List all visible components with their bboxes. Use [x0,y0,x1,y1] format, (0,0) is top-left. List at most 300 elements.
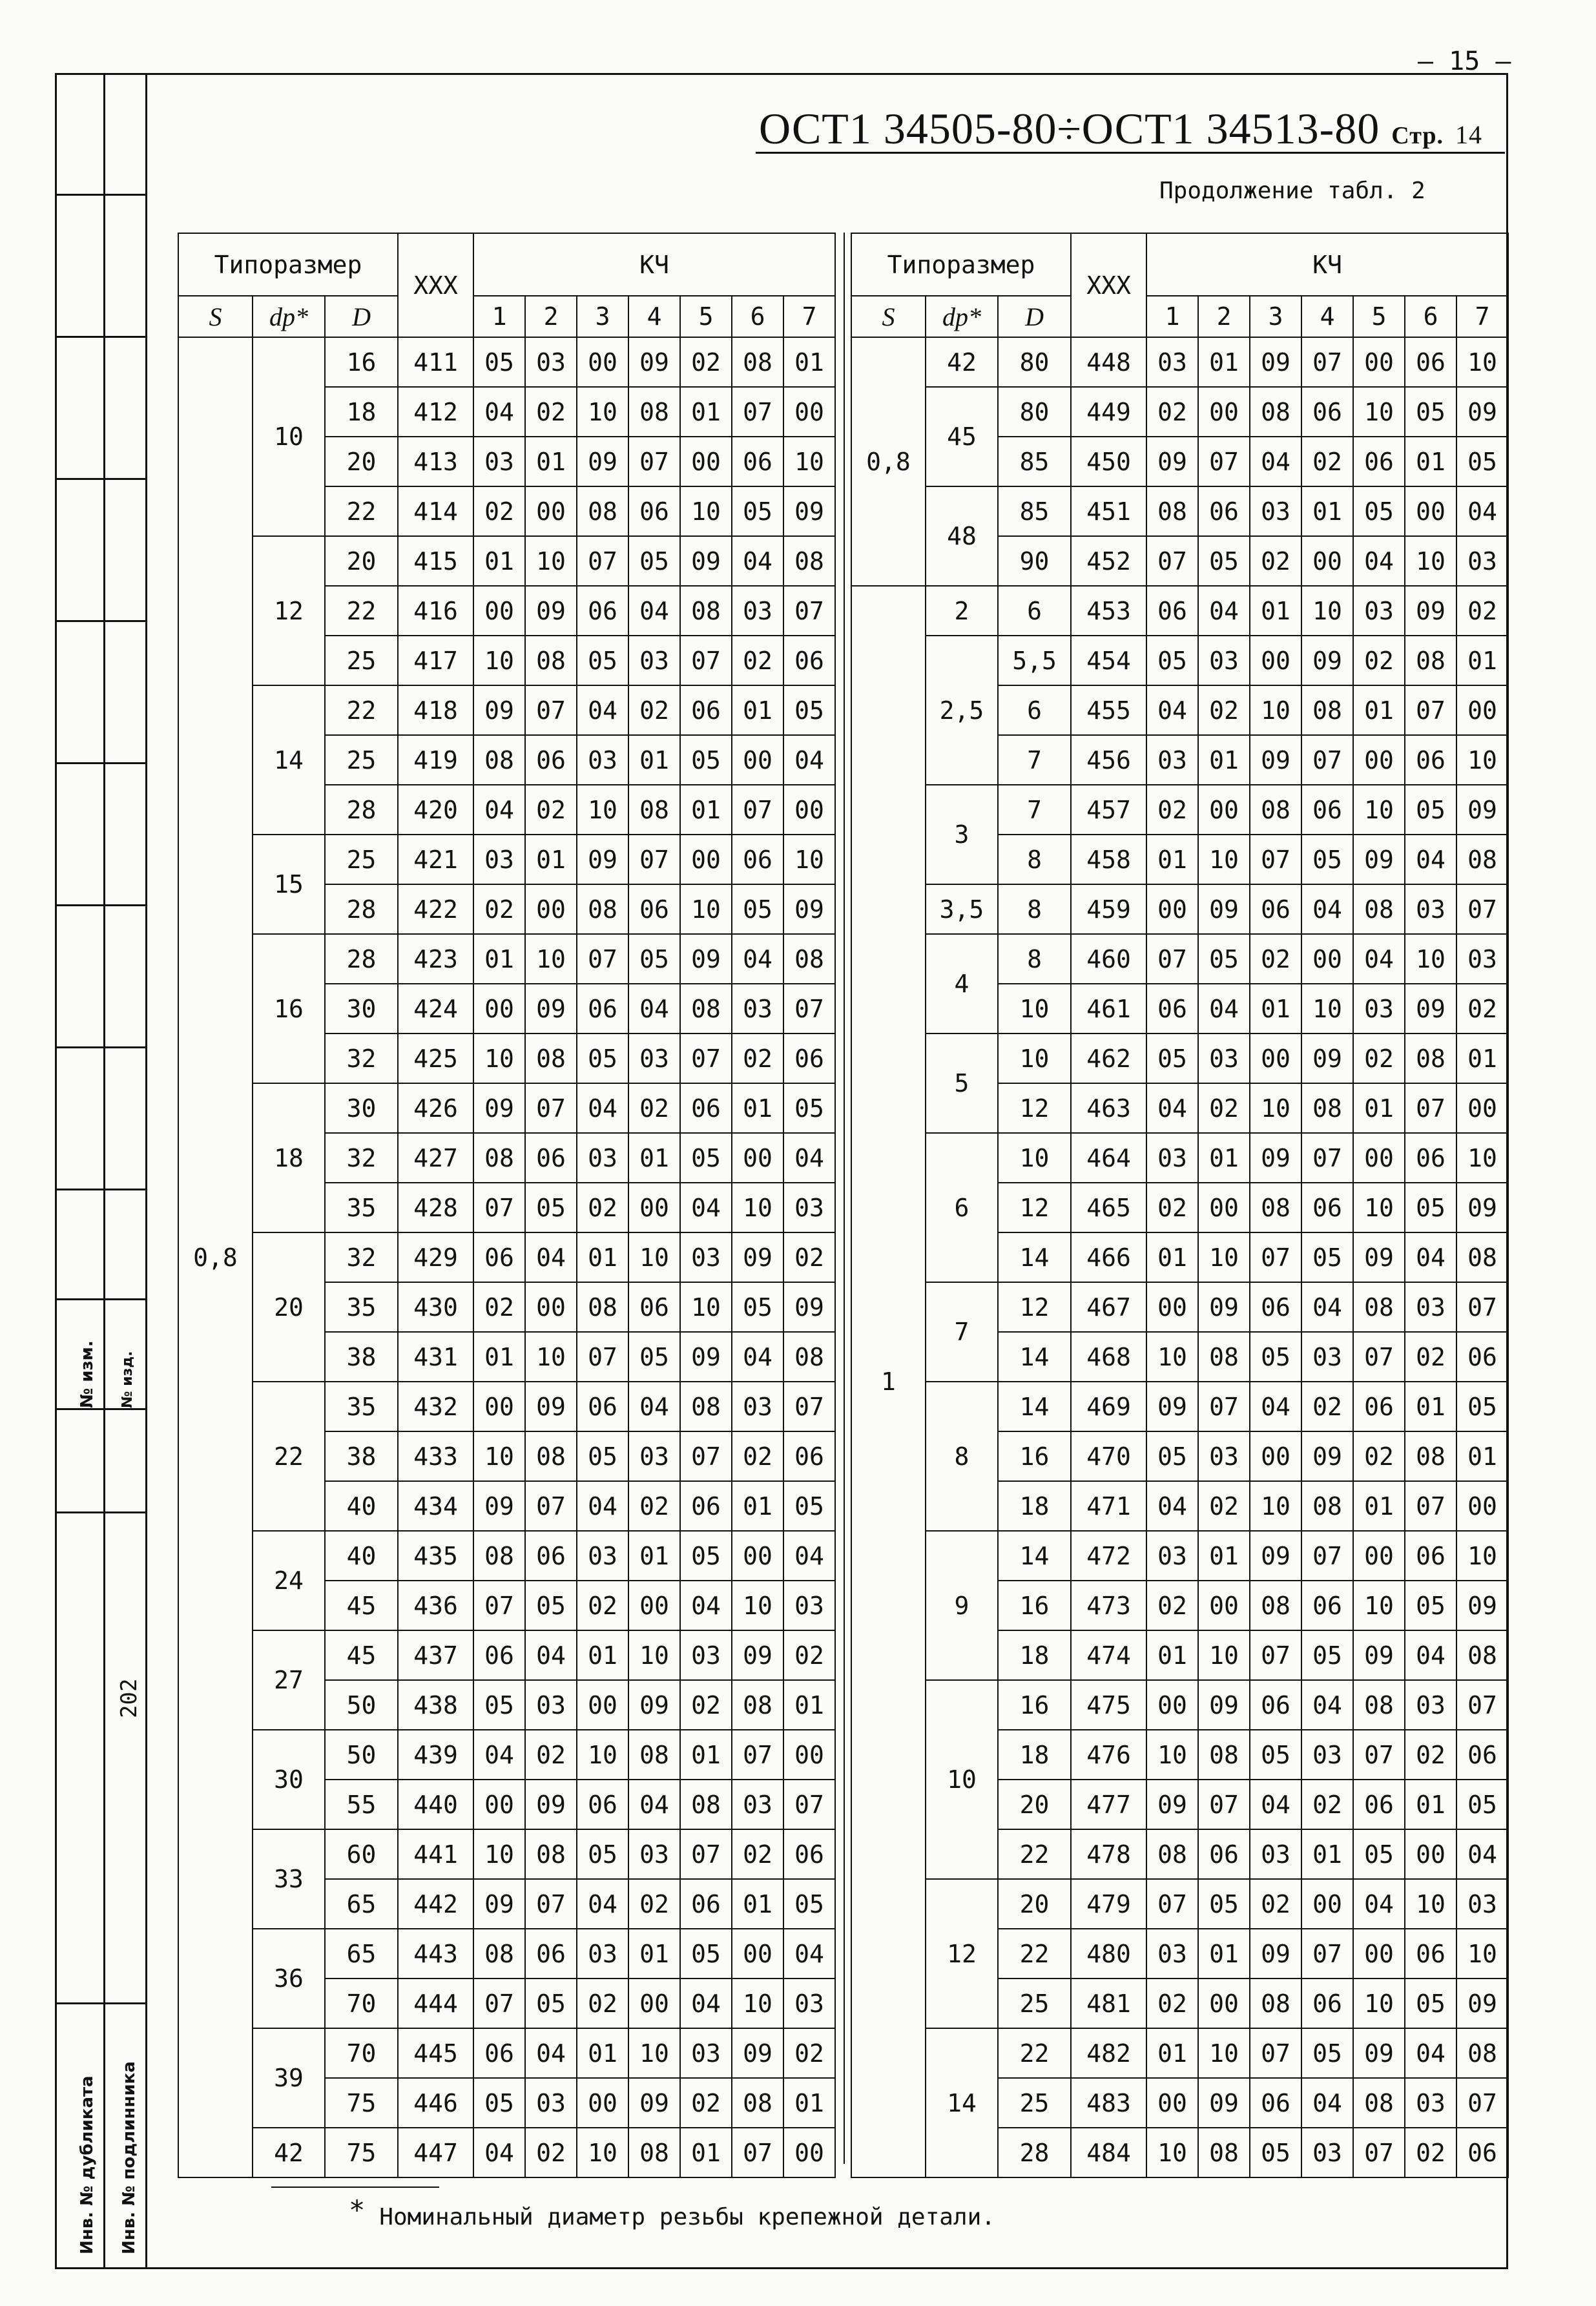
kch-cell: 09 [1146,1780,1198,1829]
kch-cell: 10 [1146,1332,1198,1382]
kch-cell: 05 [1250,1332,1301,1382]
kch-cell: 03 [680,1630,732,1680]
kch-cell: 00 [1146,1282,1198,1332]
page-number: – 15 – [1418,47,1511,76]
d-cell: 20 [325,536,398,586]
xxx-cell: 446 [398,2078,473,2128]
dp-cell: 39 [253,2028,325,2128]
d-cell: 28 [325,884,398,934]
kch-cell: 06 [628,1282,680,1332]
kch-cell: 06 [1405,1133,1456,1183]
kch-cell: 10 [525,536,577,586]
d-header: D [325,296,398,337]
page-value: 14 [1455,120,1482,149]
kch-cell: 06 [680,685,732,735]
xxx-cell: 465 [1071,1183,1146,1232]
kch-cell: 02 [473,1282,525,1332]
sidebar-doc-number: 202 [116,1678,142,1718]
kch-cell: 10 [1353,1581,1405,1630]
dp-cell: 5 [926,1034,998,1133]
kch-cell: 10 [1198,1232,1250,1282]
kch-cell: 08 [783,536,835,586]
kch-cell: 10 [1456,1929,1508,1979]
xxx-header: ХХХ [1071,233,1146,337]
kch-col-1: 1 [473,296,525,337]
kch-cell: 05 [1353,486,1405,536]
kch-cell: 07 [1405,1083,1456,1133]
d-cell: 7 [998,785,1071,835]
kch-cell: 05 [1301,835,1353,884]
kch-cell: 07 [473,1979,525,2028]
kch-cell: 00 [1353,1531,1405,1581]
kch-cell: 02 [1146,1183,1198,1232]
kch-cell: 06 [525,1133,577,1183]
kch-cell: 07 [1301,735,1353,785]
kch-cell: 10 [1301,586,1353,636]
kch-cell: 04 [628,984,680,1034]
kch-cell: 02 [1198,1481,1250,1531]
kch-cell: 08 [680,984,732,1034]
dp-cell: 16 [253,934,325,1083]
xxx-cell: 415 [398,536,473,586]
d-cell: 22 [325,586,398,636]
kch-header: КЧ [473,233,835,296]
d-cell: 16 [325,337,398,387]
kch-cell: 08 [680,1780,732,1829]
kch-cell: 07 [1250,1232,1301,1282]
kch-cell: 04 [783,1531,835,1581]
kch-cell: 04 [783,1929,835,1979]
d-cell: 25 [998,2078,1071,2128]
kch-cell: 10 [680,884,732,934]
kch-cell: 04 [1353,1879,1405,1929]
d-cell: 28 [325,785,398,835]
kch-cell: 09 [783,1282,835,1332]
xxx-cell: 428 [398,1183,473,1232]
kch-cell: 04 [1301,2078,1353,2128]
kch-cell: 06 [1250,1282,1301,1332]
kch-cell: 08 [1405,1431,1456,1481]
kch-cell: 04 [1146,685,1198,735]
kch-cell: 05 [1301,2028,1353,2078]
kch-cell: 06 [1198,486,1250,536]
kch-cell: 01 [1353,1481,1405,1531]
kch-cell: 03 [628,1034,680,1083]
xxx-cell: 425 [398,1034,473,1083]
kch-cell: 04 [1456,1829,1508,1879]
kch-cell: 10 [1250,1481,1301,1531]
kch-cell: 08 [1456,1630,1508,1680]
kch-cell: 07 [1301,1929,1353,1979]
d-cell: 70 [325,1979,398,2028]
kch-cell: 09 [1456,1979,1508,2028]
kch-cell: 07 [628,437,680,486]
kch-cell: 05 [473,1680,525,1730]
table-row [178,1531,835,1581]
kch-cell: 08 [473,1531,525,1581]
d-cell: 38 [325,1332,398,1382]
d-cell: 30 [325,984,398,1034]
kch-cell: 03 [577,1133,628,1183]
kch-cell: 06 [628,486,680,536]
table-row [851,1282,1508,1332]
kch-cell: 04 [628,586,680,636]
dp-cell: 2,5 [926,636,998,785]
kch-cell: 06 [577,1382,628,1431]
kch-cell: 04 [732,934,783,984]
kch-cell: 00 [1146,2078,1198,2128]
kch-cell: 04 [1405,835,1456,884]
d-cell: 35 [325,1382,398,1431]
kch-cell: 06 [783,1431,835,1481]
kch-cell: 00 [1353,1929,1405,1979]
dp-cell: 9 [926,1531,998,1680]
kch-cell: 04 [628,1780,680,1829]
kch-cell: 10 [1456,1531,1508,1581]
sidebar-column-divider [103,73,147,2269]
kch-cell: 10 [628,1630,680,1680]
kch-cell: 09 [1456,785,1508,835]
xxx-cell: 477 [1071,1780,1146,1829]
xxx-cell: 421 [398,835,473,884]
kch-cell: 07 [680,1431,732,1481]
table-row [178,1730,835,1780]
xxx-cell: 457 [1071,785,1146,835]
kch-cell: 06 [1250,884,1301,934]
kch-cell: 00 [1456,1083,1508,1133]
kch-col-4: 4 [628,296,680,337]
kch-cell: 08 [1301,1083,1353,1133]
kch-cell: 03 [525,337,577,387]
kch-cell: 08 [1301,1481,1353,1531]
kch-cell: 10 [473,1829,525,1879]
kch-col-1: 1 [1146,296,1198,337]
kch-cell: 01 [525,437,577,486]
d-cell: 50 [325,1730,398,1780]
kch-cell: 07 [1198,437,1250,486]
kch-cell: 02 [1405,2128,1456,2177]
kch-cell: 04 [783,735,835,785]
kch-cell: 06 [1405,735,1456,785]
kch-cell: 01 [1301,1829,1353,1879]
d-cell: 8 [998,934,1071,984]
kch-cell: 03 [628,636,680,685]
kch-cell: 09 [628,337,680,387]
kch-cell: 07 [1456,1282,1508,1332]
xxx-cell: 435 [398,1531,473,1581]
kch-cell: 07 [525,1481,577,1531]
kch-cell: 02 [628,685,680,735]
kch-cell: 09 [1301,636,1353,685]
kch-cell: 09 [473,1083,525,1133]
d-cell: 45 [325,1581,398,1630]
kch-cell: 06 [473,1630,525,1680]
kch-cell: 00 [1146,884,1198,934]
kch-cell: 06 [577,586,628,636]
kch-cell: 03 [732,1382,783,1431]
d-cell: 60 [325,1829,398,1879]
table-row [851,934,1508,984]
kch-cell: 05 [577,1034,628,1083]
xxx-cell: 458 [1071,835,1146,884]
kch-cell: 02 [1250,934,1301,984]
sidebar-change-no2-label: № изд. [119,1351,136,1408]
kch-cell: 01 [1146,1630,1198,1680]
kch-cell: 01 [473,1332,525,1382]
kch-cell: 05 [1456,1780,1508,1829]
kch-cell: 03 [732,586,783,636]
kch-cell: 00 [1405,486,1456,536]
kch-cell: 00 [783,785,835,835]
kch-cell: 00 [1198,785,1250,835]
kch-cell: 05 [473,2078,525,2128]
kch-cell: 09 [680,1332,732,1382]
kch-cell: 04 [680,1581,732,1630]
continuation-label: Продолжение табл. 2 [1159,178,1425,204]
kch-cell: 01 [680,785,732,835]
kch-cell: 03 [1456,934,1508,984]
kch-cell: 01 [783,1680,835,1730]
kch-cell: 08 [732,1680,783,1730]
d-cell: 12 [998,1183,1071,1232]
xxx-cell: 451 [1071,486,1146,536]
d-cell: 6 [998,685,1071,735]
kch-cell: 01 [1456,1034,1508,1083]
kch-cell: 03 [1146,1929,1198,1979]
sidebar-rule [55,1298,145,1300]
kch-cell: 10 [577,387,628,437]
kch-cell: 08 [1250,387,1301,437]
kch-cell: 10 [1353,1183,1405,1232]
s-cell: 0,8 [178,337,253,2177]
sidebar-duplicate-label: Инв. № дубликата [78,2075,97,2254]
kch-cell: 03 [473,835,525,884]
kch-cell: 07 [1405,685,1456,735]
dp-cell: 10 [926,1680,998,1879]
kch-cell: 04 [680,1183,732,1232]
dp-cell: 30 [253,1730,325,1829]
kch-cell: 01 [628,735,680,785]
kch-cell: 06 [1301,387,1353,437]
d-cell: 14 [998,1232,1071,1282]
xxx-cell: 482 [1071,2028,1146,2078]
left-data-table [178,233,836,2178]
kch-cell: 02 [628,1481,680,1531]
kch-cell: 05 [783,1083,835,1133]
kch-cell: 02 [577,1979,628,2028]
kch-cell: 03 [1405,884,1456,934]
kch-cell: 09 [1405,586,1456,636]
table-row [178,1829,835,1879]
kch-cell: 09 [473,685,525,735]
kch-cell: 05 [1456,437,1508,486]
xxx-cell: 437 [398,1630,473,1680]
kch-cell: 07 [680,636,732,685]
d-cell: 25 [998,1979,1071,2028]
xxx-cell: 460 [1071,934,1146,984]
kch-cell: 10 [1250,685,1301,735]
kch-cell: 00 [1250,1034,1301,1083]
kch-cell: 00 [783,2128,835,2177]
kch-cell: 10 [473,1431,525,1481]
dp-cell: 8 [926,1382,998,1531]
kch-cell: 06 [473,2028,525,2078]
kch-cell: 10 [1353,387,1405,437]
sidebar-rule [55,1408,145,1410]
d-cell: 80 [998,387,1071,437]
kch-cell: 00 [783,387,835,437]
kch-cell: 04 [1405,2028,1456,2078]
kch-cell: 05 [1353,1829,1405,1879]
header-underline [756,152,1505,154]
kch-cell: 05 [1301,1232,1353,1282]
kch-cell: 02 [1198,1083,1250,1133]
kch-cell: 00 [628,1979,680,2028]
d-cell: 20 [998,1780,1071,1829]
kch-cell: 09 [1146,437,1198,486]
kch-cell: 05 [628,536,680,586]
xxx-cell: 419 [398,735,473,785]
kch-cell: 10 [577,1730,628,1780]
kch-cell: 08 [1353,884,1405,934]
kch-cell: 07 [577,536,628,586]
kch-col-2: 2 [1198,296,1250,337]
kch-cell: 10 [1146,1730,1198,1780]
kch-cell: 08 [783,934,835,984]
kch-cell: 04 [628,1382,680,1431]
table-row [178,1630,835,1680]
kch-cell: 01 [1146,1232,1198,1282]
kch-cell: 07 [577,1332,628,1382]
xxx-cell: 480 [1071,1929,1146,1979]
kch-cell: 06 [1405,1531,1456,1581]
kch-cell: 07 [577,934,628,984]
kch-cell: 09 [473,1481,525,1531]
xxx-cell: 420 [398,785,473,835]
kch-cell: 01 [732,1879,783,1929]
kch-cell: 03 [1405,1680,1456,1730]
kch-cell: 02 [783,2028,835,2078]
kch-cell: 05 [680,1133,732,1183]
xxx-cell: 468 [1071,1332,1146,1382]
kch-cell: 00 [783,1730,835,1780]
d-cell: 25 [325,735,398,785]
kch-cell: 09 [525,1382,577,1431]
kch-cell: 08 [680,1382,732,1431]
kch-cell: 02 [1146,1979,1198,2028]
d-cell: 55 [325,1780,398,1829]
kch-cell: 05 [1405,1979,1456,2028]
kch-cell: 03 [1250,486,1301,536]
d-cell: 16 [998,1431,1071,1481]
xxx-cell: 452 [1071,536,1146,586]
kch-col-4: 4 [1301,296,1353,337]
kch-cell: 10 [628,2028,680,2078]
kch-cell: 00 [1198,1183,1250,1232]
table-row [178,685,835,735]
kch-cell: 05 [783,1481,835,1531]
xxx-cell: 431 [398,1332,473,1382]
xxx-cell: 456 [1071,735,1146,785]
kch-cell: 06 [1250,1680,1301,1730]
table-row [178,1929,835,1979]
kch-cell: 06 [1301,785,1353,835]
kch-cell: 00 [577,2078,628,2128]
kch-cell: 00 [473,1780,525,1829]
d-cell: 22 [998,1929,1071,1979]
sidebar-rule [55,478,145,480]
kch-cell: 08 [525,1034,577,1083]
kch-cell: 03 [1456,1879,1508,1929]
kch-cell: 02 [525,1730,577,1780]
xxx-cell: 453 [1071,586,1146,636]
sidebar-rule [55,2002,145,2004]
kch-cell: 00 [1250,636,1301,685]
kch-cell: 09 [1301,1431,1353,1481]
kch-cell: 09 [1198,884,1250,934]
d-cell: 12 [998,1083,1071,1133]
d-cell: 85 [998,486,1071,536]
kch-cell: 10 [1405,536,1456,586]
s-header: S [178,296,253,337]
kch-cell: 04 [577,685,628,735]
dp-cell: 7 [926,1282,998,1382]
kch-cell: 08 [577,884,628,934]
kch-cell: 03 [1198,636,1250,685]
kch-cell: 07 [1301,1133,1353,1183]
d-cell: 32 [325,1232,398,1282]
d-cell: 22 [998,2028,1071,2078]
kch-cell: 07 [1405,1481,1456,1531]
xxx-cell: 423 [398,934,473,984]
kch-cell: 04 [577,1481,628,1531]
kch-cell: 02 [1146,1581,1198,1630]
d-cell: 45 [325,1630,398,1680]
kch-cell: 08 [628,785,680,835]
tiporazmer-header: Типоразмер [851,233,1071,296]
kch-cell: 07 [680,1829,732,1879]
table-row [178,337,835,387]
table-separator [834,233,845,2164]
kch-cell: 07 [1198,1780,1250,1829]
xxx-cell: 474 [1071,1630,1146,1680]
kch-cell: 03 [1405,2078,1456,2128]
kch-cell: 07 [783,1382,835,1431]
kch-cell: 09 [1456,1581,1508,1630]
kch-cell: 10 [1198,2028,1250,2078]
kch-cell: 02 [1353,1431,1405,1481]
kch-cell: 03 [1146,337,1198,387]
dp-cell: 27 [253,1630,325,1730]
kch-cell: 07 [1301,337,1353,387]
kch-cell: 08 [525,636,577,685]
kch-cell: 00 [473,586,525,636]
kch-cell: 02 [628,1083,680,1133]
kch-cell: 02 [680,337,732,387]
xxx-cell: 436 [398,1581,473,1630]
kch-cell: 02 [1456,984,1508,1034]
kch-cell: 08 [525,1431,577,1481]
kch-cell: 01 [525,835,577,884]
xxx-cell: 471 [1071,1481,1146,1531]
kch-cell: 05 [1405,1581,1456,1630]
kch-cell: 03 [577,1929,628,1979]
kch-cell: 10 [1456,1133,1508,1183]
kch-cell: 03 [525,2078,577,2128]
d-cell: 8 [998,835,1071,884]
kch-cell: 03 [1146,735,1198,785]
kch-cell: 04 [1405,1630,1456,1680]
